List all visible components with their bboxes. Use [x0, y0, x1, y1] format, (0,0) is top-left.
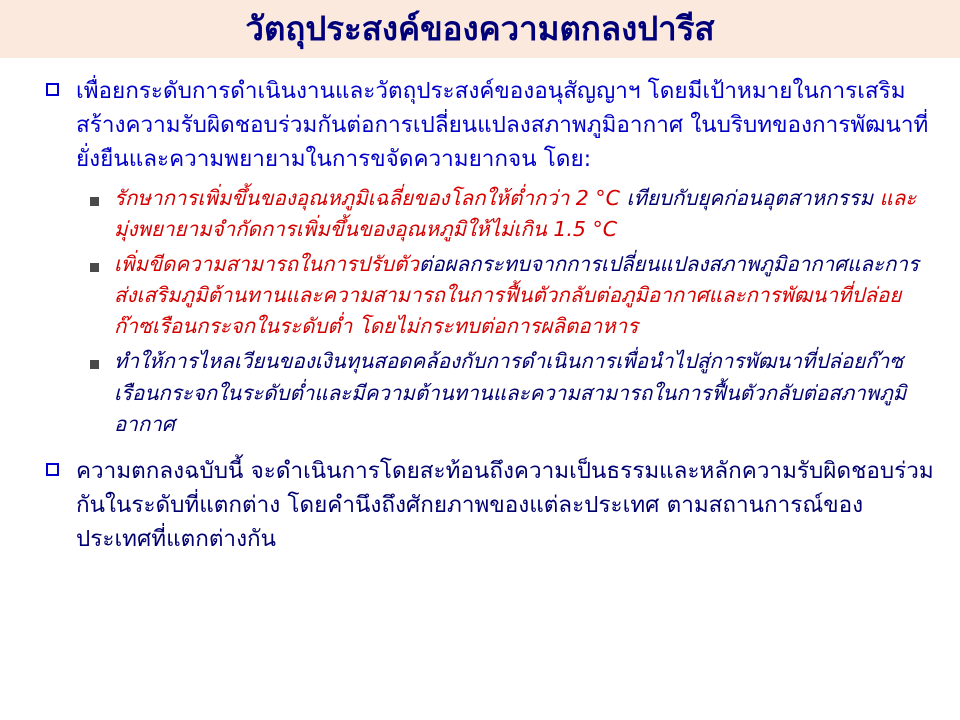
bullet-level2 — [90, 346, 936, 439]
bullet-segment-red: รักษาการเพิ่มขึ้นของอุณหภูมิเฉลี่ยของโลกให้ต่ำกว่า 2 °C — [114, 185, 627, 210]
filled-square-bullet-icon — [90, 249, 114, 275]
bullet-level1 — [46, 454, 936, 557]
sub-bullet-list — [90, 183, 936, 440]
open-square-bullet-icon — [46, 74, 76, 100]
bullet-segment-navy: ต่อผลกระทบจากการเปลี่ยนแปลงสภาพภูมิอากาศและการ — [418, 251, 919, 276]
filled-square-bullet-icon — [90, 346, 114, 372]
bullet-level2-text — [114, 183, 936, 245]
bullet-level2-text — [114, 346, 936, 439]
slide-body — [0, 74, 960, 562]
bullet-segment-navy: เทียบกับยุคก่อนอุตสาหกรรม — [626, 185, 880, 210]
filled-square-bullet-icon — [90, 183, 114, 209]
bullet-segment-red-2: และมุ่งพยายามจำกัดการเพิ่มขึ้นของอุณหภูมิให้ไม่เกิน 1.5 °C — [114, 185, 917, 241]
title-band — [0, 0, 960, 58]
bullet-level1-text: เพื่อยกระดับการดำเนินงานและวัตถุประสงค์ของอนุสัญญาฯ โดยมีเป้าหมายในการเสริมสร้างความรับผิดชอบร่วมกันต่อการเปลี่ยนแปลงสภาพภูมิอากาศ ในบริบทของการพัฒนาที่ยั่งยืนและความพยายามในการขจัดความยากจน โดย: — [76, 78, 929, 173]
open-square-bullet-icon — [46, 454, 76, 480]
bullet-level2 — [90, 249, 936, 342]
bullet-level2-text — [114, 249, 936, 342]
bullet-segment-red: เพิ่มขีดความสามารถในการปรับตัว — [114, 251, 419, 276]
bullet-segment-navy: ทำให้การไหลเวียนของเงินทุนสอดคล้องกับการดำเนินการเพื่อนำไปสู่การพัฒนาที่ปล่อยก๊าซเรือนกระจกในระดับต่ำและมีความต้านทานและความสามารถในการฟื้นตัวกลับต่อสภาพภูมิอากาศ — [114, 349, 907, 436]
bullet-level1 — [46, 74, 936, 177]
bullet-level2 — [90, 183, 936, 245]
page-title: วัตถุประสงค์ของความตกลงปารีส — [245, 8, 715, 48]
bullet-level1-text: ความตกลงฉบับนี้ จะดำเนินการโดยสะท้อนถึงความเป็นธรรมและหลักความรับผิดชอบร่วมกันในระดับที่แตกต่าง โดยคำนึงถึงศักยภาพของแต่ละประเทศ ตามสถานการณ์ของประเทศที่แตกต่างกัน — [76, 457, 934, 553]
bullet-segment-red-2: ส่งเสริมภูมิต้านทานและความสามารถในการฟื้นตัวกลับต่อภูมิอากาศและการพัฒนาที่ปล่อยก๊าซเรือนกระจกในระดับต่ำ โดยไม่กระทบต่อการผลิตอาหาร — [114, 283, 902, 339]
